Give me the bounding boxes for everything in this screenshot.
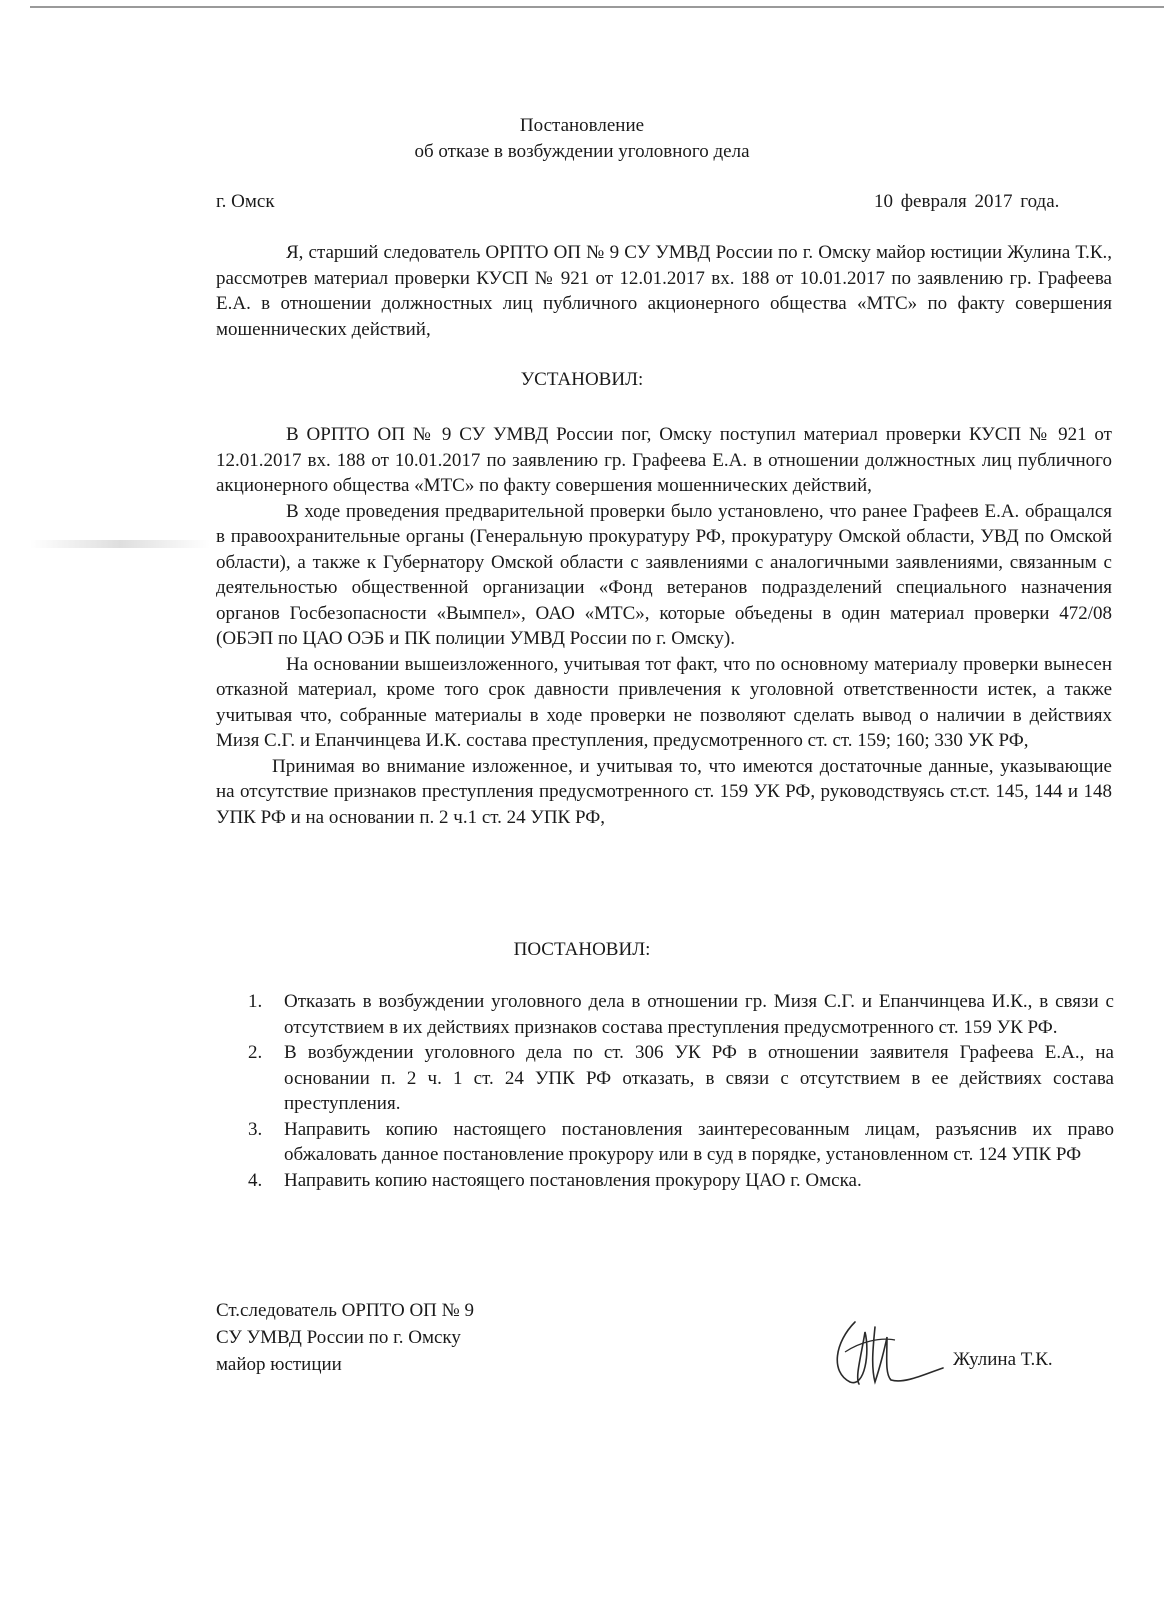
document-subtitle: об отказе в возбуждении уголовного дела [414,141,750,162]
established-paragraph-4: Принимая во внимание изложенное, и учитывая то, что имеются достаточные данные, указывающие на отсутствие признаков преступления предусмотренного ст. 159 УК РФ, руководствуясь ст.ст. 145, 144 и 148 УПК РФ и на основании п. 2 ч.1 ст. 24 УПК РФ, [216,755,1112,828]
signer-position-line-3: майор юстиции [216,1354,342,1375]
document-title: Постановление [519,115,645,136]
established-heading: УСТАНОВИЛ: [520,369,644,390]
resolutions-list [248,989,1114,1193]
resolution-text: Отказать в возбуждении уголовного дела в отношении гр. Мизя С.Г. и Епанчинцева И.К., в связи с отсутствием в их действиях признаков состава преступления предусмотренного ст. 159 УК РФ. [284,991,1114,1038]
resolution-number: 2. [248,1042,263,1063]
resolution-item [248,1117,1114,1168]
scan-edge-line [30,6,1164,8]
scan-smudge [30,540,210,548]
resolution-text: В возбуждении уголовного дела по ст. 306 УК РФ в отношении заявителя Графеева Е.А., на основании п. 2 ч. 1 ст. 24 УПК РФ отказать, в связи с отсутствием в ее действиях состава преступления. [284,1042,1114,1114]
handwritten-signature [825,1312,945,1392]
signer-position-line-1: Ст.следователь ОРПТО ОП № 9 [216,1300,475,1321]
signer-position [216,1297,474,1378]
resolution-text: Направить копию настоящего постановления заинтересованным лицам, разъяснив их право обжаловать данное постановление прокурору или в суд в порядке, установленном ст. 124 УПК РФ [284,1118,1114,1165]
resolution-number: 1. [248,991,263,1012]
resolved-heading: ПОСТАНОВИЛ: [513,939,651,960]
resolution-text: Направить копию настоящего постановления прокурору ЦАО г. Омска. [284,1169,862,1191]
resolution-item [248,1168,1114,1194]
resolution-number: 4. [248,1169,263,1191]
resolution-item [248,989,1114,1040]
intro-block [216,240,1112,342]
signer-name: Жулина Т.К. [953,1349,1053,1370]
document-date: 10 февраля 2017 года. [874,191,1060,212]
established-paragraph-2: В ходе проведения предварительной проверки было установлено, что ранее Графеев Е.А. обращался в правоохранительные органы (Генеральную прокуратуру РФ, прокуратуру Омской области, УВД по Омской области), а также к Губернатору Омской области с заявлениями с аналогичными заявлениями, связанным с деятельностью общественной организации «Фонд ветеранов подразделений специального назначения органов Госбезопасности «Вымпел», ОАО «МТС», которые объедены в один материал проверки 472/08 (ОБЭП по ЦАО ОЭБ и ПК полиции УМВД России по г. Омску). [216,500,1112,649]
established-paragraph-1: В ОРПТО ОП № 9 СУ УМВД России пог, Омску поступил материал проверки КУСП № 921 от 12.01.2017 вх. 188 от 10.01.2017 по заявлению гр. Графеева Е.А. в отношении должностных лиц публичного акционерного общества «МТС» по факту совершения мошеннических действий, [216,424,1112,496]
resolution-number: 3. [248,1118,263,1140]
signer-position-line-2: СУ УМВД России по г. Омску [216,1327,461,1348]
established-block [216,422,1112,830]
established-paragraph-3: На основании вышеизложенного, учитывая тот факт, что по основному материалу проверки вынесен отказной материал, кроме того срок давности привлечения к уголовной ответственности истек, а также учитывая что, собранные материалы в ходе проверки не позволяют сделать вывод о наличии в действиях Мизя С.Г. и Епанчинцева И.К. состава преступления, предусмотренного ст. ст. 159; 160; 330 УК РФ, [216,653,1112,751]
intro-paragraph: Я, старший следователь ОРПТО ОП № 9 СУ УМВД России по г. Омску майор юстиции Жулина Т.К., рассмотрев материал проверки КУСП № 921 от 12.01.2017 вх. 188 от 10.01.2017 по заявлению гр. Графеева Е.А. в отношении должностных лиц публичного акционерного общества «МТС» по факту совершения мошеннических действий, [216,242,1112,340]
document-place: г. Омск [216,191,275,212]
resolution-item [248,1040,1114,1117]
